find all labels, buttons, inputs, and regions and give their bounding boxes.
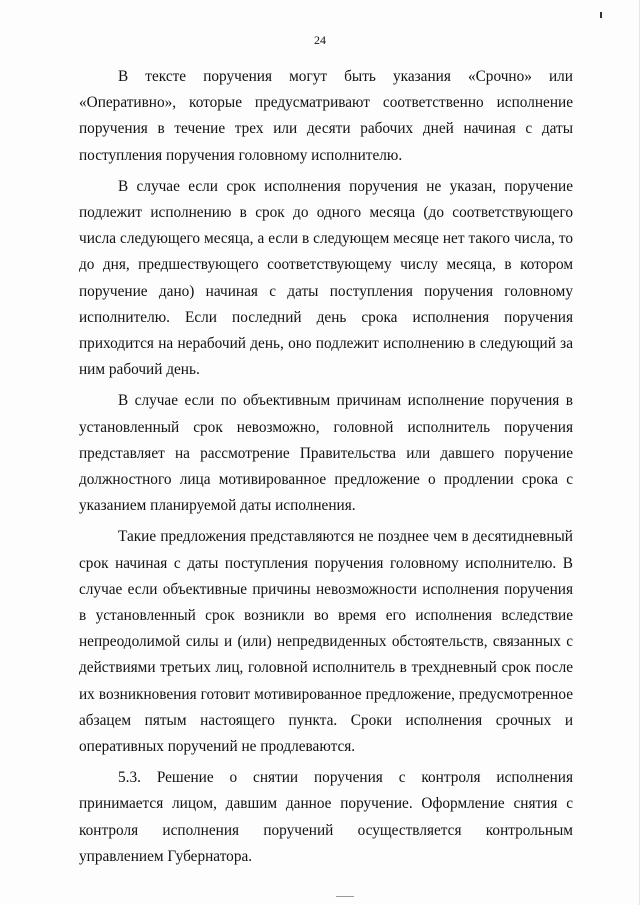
page-number: 24 <box>314 33 326 47</box>
paragraph-2: В случае если срок исполнения поручения не указан, поручение подлежит исполнению в срок до одного месяца (до соответствующего числа следующего месяца, а если в следующем месяце нет такого числа, то до дня, предшествующего соответствующему числу месяца, в котором поручение дано) начиная с даты поступления поручения головному исполнителю. Если последний день срока исполнения поручения приходится на нерабочий день, оно подлежит исполнению в следующий за ним рабочий день. <box>79 177 573 379</box>
scan-mark <box>600 12 602 18</box>
paragraph-1: В тексте поручения могут быть указания «Срочно» или «Оперативно», которые предусматривают соответственно исполнение поручения в течение трех или десяти рабочих дней начиная с даты поступления поручения головному исполнителю. <box>79 68 573 164</box>
paragraph-5: 5.3. Решение о снятии поручения с контроля исполнения принимается лицом, давшим данное поручение. Оформление снятия с контроля исполнения поручений осуществляется контрольным управлением Губернатора. <box>79 769 573 865</box>
paragraph-4: Такие предложения представляются не позднее чем в десятидневный срок начиная с даты поступления поручения головному исполнителю. В случае если объективные причины невозможности исполнения поручения в установленный срок возникли во время его исполнения вследствие непреодолимой силы и (или) непредвиденных обстоятельств, связанных с действиями третьих лиц, головной исполнитель в трехдневный срок после их возникновения готовит мотивированное предложение, предусмотренное абзацем пятым настоящего пункта. Сроки исполнения срочных и оперативных поручений не продлеваются. <box>79 528 573 756</box>
paragraph-3: В случае если по объективным причинам исполнение поручения в установленный срок невозможно, головной исполнитель поручения представляет на рассмотрение Правительства или давшего поручение должностного лица мотивированное предложение о продлении срока с указанием планируемой даты исполнения. <box>79 392 573 515</box>
scan-mark-bottom <box>336 896 354 897</box>
body-text <box>79 64 573 870</box>
